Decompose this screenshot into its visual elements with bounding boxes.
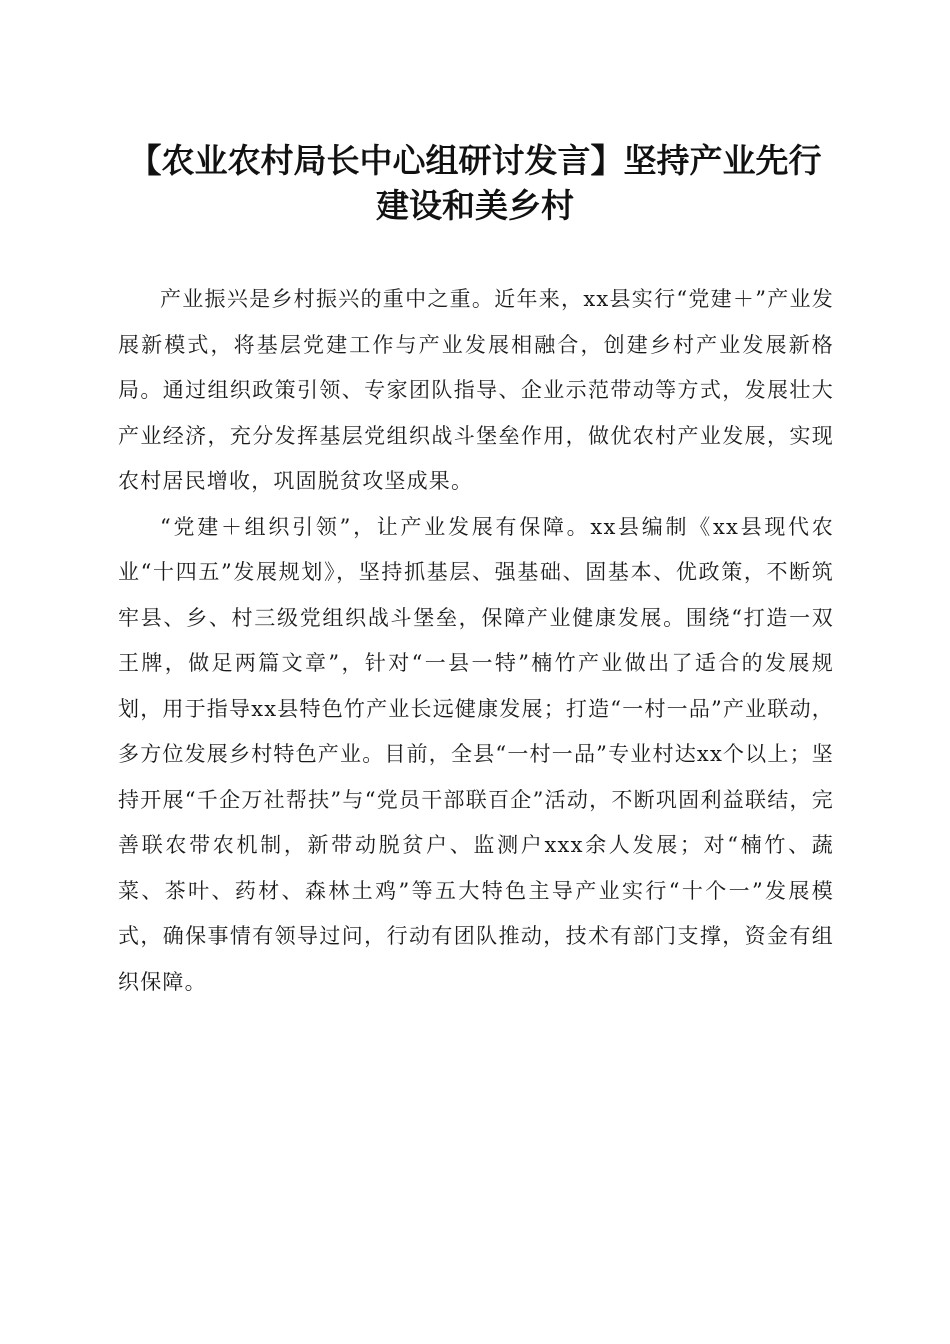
paragraph-2: “党建＋组织引领”，让产业发展有保障。xx县编制《xx县现代农业“十四五”发展规划》，坚持抓基层、强基础、固基本、优政策，不断筑牢县、乡、村三级党组织战斗堡垒，保障产业健康发展。围绕“打造一双王牌，做足两篇文章”，针对“一县一特”楠竹产业做出了适合的发展规划，用于指导xx县特色竹产业长远健康发展；打造“一村一品”产业联动，多方位发展乡村特色产业。目前，全县“一村一品”专业村达xx个以上；坚持开展“千企万社帮扶”与“党员干部联百企”活动，不断巩固利益联结，完善联农带农机制，新带动脱贫户、监测户xxx余人发展；对“楠竹、蔬菜、茶叶、药材、森林土鸡”等五大特色主导产业实行“十个一”发展模式，确保事情有领导过问，行动有团队推动，技术有部门支撑，资金有组织保障。: [118, 514, 834, 994]
document-title: 【农业农村局长中心组研讨发言】坚持产业先行建设和美乡村: [128, 141, 822, 225]
paragraph-1: 产业振兴是乡村振兴的重中之重。近年来，xx县实行“党建＋”产业发展新模式，将基层党建工作与产业发展相融合，创建乡村产业发展新格局。通过组织政策引领、专家团队指导、企业示范带动等方式，发展壮大产业经济，充分发挥基层党组织战斗堡垒作用，做优农村产业发展，实现农村居民增收，巩固脱贫攻坚成果。: [118, 287, 834, 493]
document-body: [118, 277, 834, 1005]
